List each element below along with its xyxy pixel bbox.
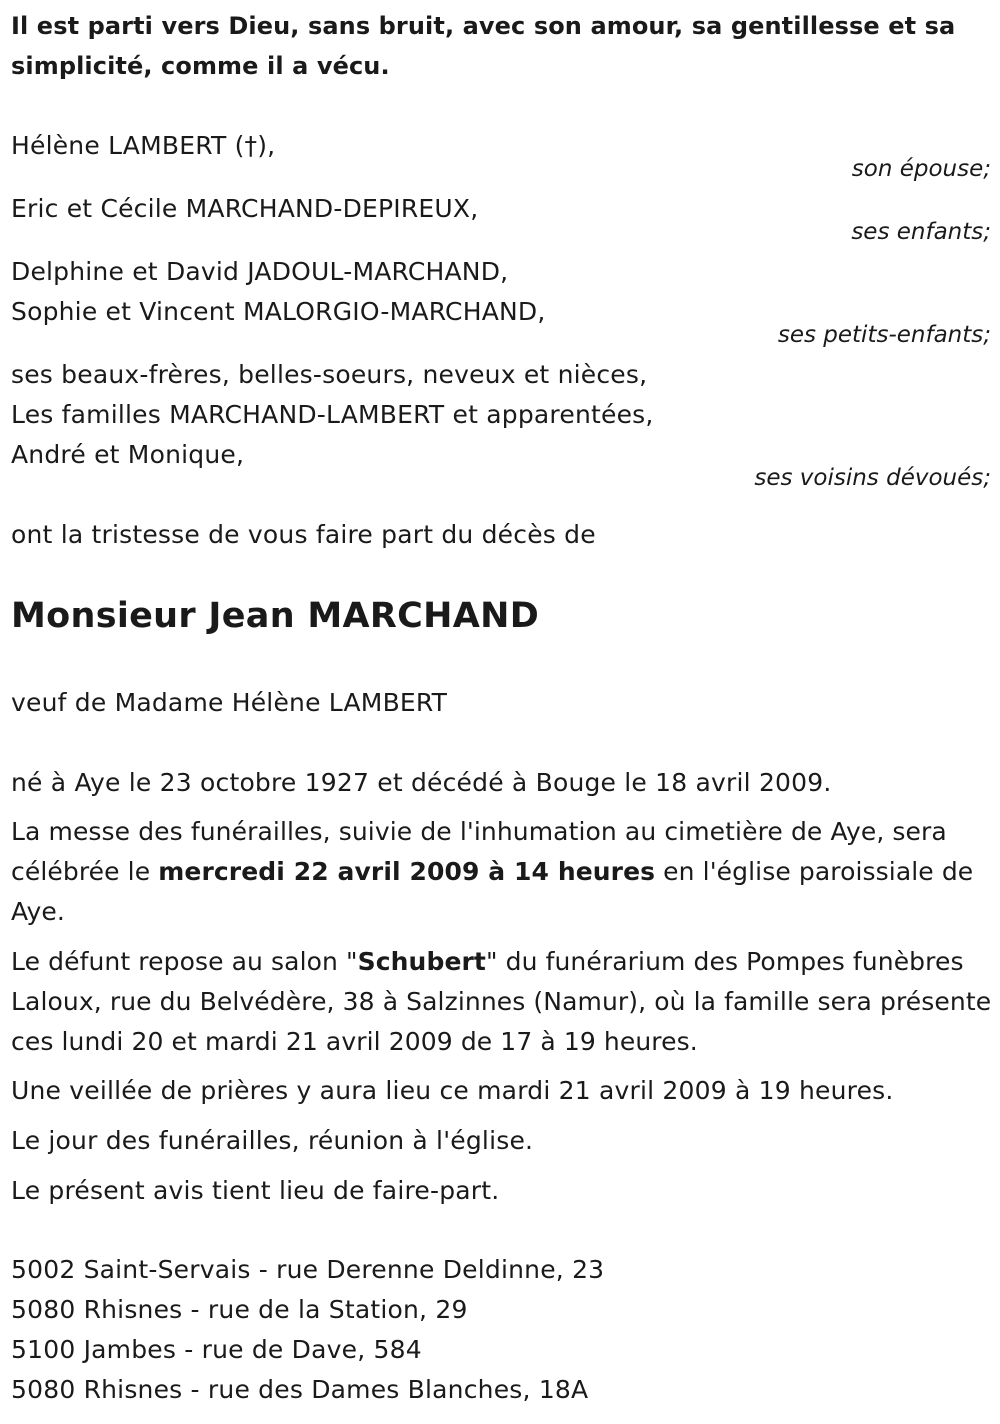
announcement-text: ont la tristesse de vous faire part du décès de [11,520,596,549]
widower-text: veuf de Madame Hélène LAMBERT [11,688,448,717]
mass-paragraph [11,812,996,932]
intro-text: Il est parti vers Dieu, sans bruit, avec son amour, sa gentillesse et sa simplicité, comme il a vécu. [11,12,956,80]
rest-text-before: Le défunt repose au salon " [11,947,358,976]
salon-name: Schubert [357,947,486,976]
family-line: Eric et Cécile MARCHAND-DEPIREUX, [11,194,479,223]
vigil-text: Une veillée de prières y aura lieu ce mardi 21 avril 2009 à 19 heures. [11,1076,894,1105]
family-line: Delphine et David JADOUL-MARCHAND, [11,257,509,286]
rest-paragraph [11,942,996,1062]
meeting-text: Le jour des funérailles, réunion à l'église. [11,1126,534,1155]
family-role: ses petits-enfants; [777,322,991,348]
family-line: Sophie et Vincent MALORGIO-MARCHAND, [11,297,546,326]
family-role: ses voisins dévoués; [754,465,991,491]
notice-text: Le présent avis tient lieu de faire-part. [11,1176,500,1205]
address-line: 5100 Jambes - rue de Dave, 584 [11,1335,422,1364]
mass-text-before: La messe des funérailles, suivie de l'inhumation au cimetière de Aye, sera célébrée le [11,817,947,886]
family-role: son épouse; [851,156,991,182]
address-line: 5080 Rhisnes - rue de la Station, 29 [11,1295,468,1324]
family-line: ses beaux-frères, belles-soeurs, neveux et nièces, [11,360,648,389]
rest-text-after: " du funérarium des Pompes funèbres Laloux, rue du Belvédère, 38 à Salzinnes (Namur), où la famille sera présente ces lundi 20 et mardi 21 avril 2009 de 17 à 19 heures. [11,947,992,1056]
family-line: Hélène LAMBERT (†), [11,131,276,160]
family-role: ses enfants; [851,219,991,245]
deceased-name: Monsieur Jean MARCHAND [11,596,540,636]
mass-text-after: en l'église paroissiale de Aye. [11,857,974,926]
birth-death-text: né à Aye le 23 octobre 1927 et décédé à Bouge le 18 avril 2009. [11,768,832,797]
mass-date: mercredi 22 avril 2009 à 14 heures [158,857,656,886]
address-line: 5002 Saint-Servais - rue Derenne Deldinne, 23 [11,1255,605,1284]
family-line: Les familles MARCHAND-LAMBERT et apparentées, [11,400,654,429]
family-line: André et Monique, [11,440,245,469]
address-line: 5080 Rhisnes - rue des Dames Blanches, 18A [11,1375,589,1404]
